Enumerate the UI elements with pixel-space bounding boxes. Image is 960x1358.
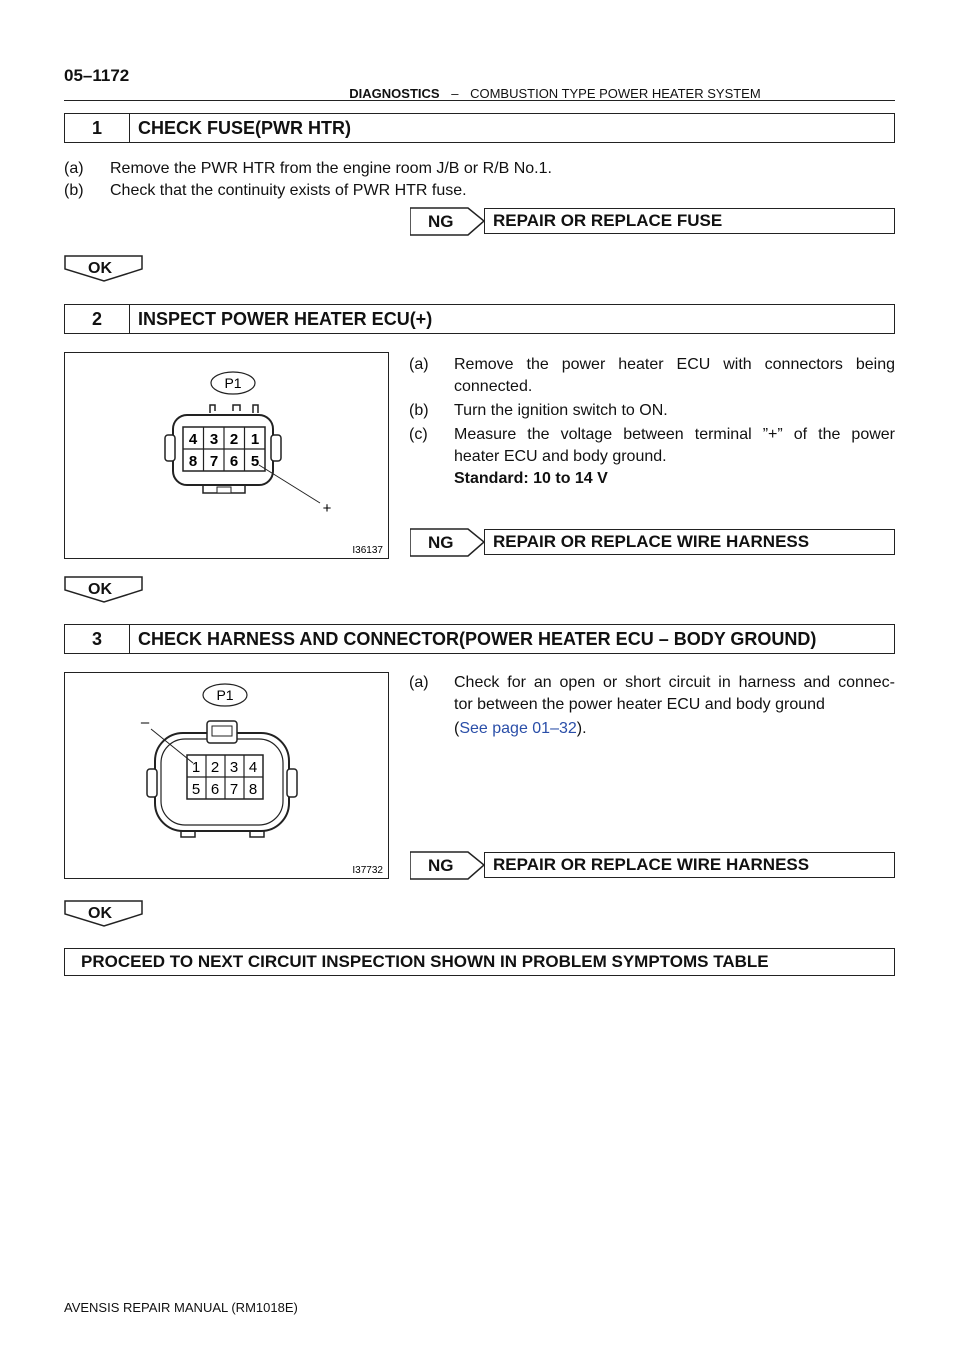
- figure-code-1: I36137: [352, 545, 383, 556]
- step-2-item-b-label: (b): [409, 402, 429, 419]
- page-footer: AVENSIS REPAIR MANUAL (RM1018E): [64, 1300, 298, 1315]
- connector-label: P1: [224, 375, 242, 391]
- ok-label-2: OK: [88, 581, 112, 598]
- harness-terminal-2: 2: [210, 759, 220, 776]
- step-3-paren-close: ).: [576, 720, 587, 737]
- step-1-title: CHECK FUSE(PWR HTR): [138, 117, 351, 138]
- step-2-item-c-line2: heater ECU and body ground.: [454, 448, 667, 465]
- step-3-header: [64, 624, 895, 654]
- step-2-item-b-line1: Turn the ignition switch to ON.: [454, 402, 668, 419]
- figure-connector-p1-harness: [64, 672, 389, 879]
- step-2-number: 2: [65, 305, 130, 333]
- ng-label-3: NG: [428, 856, 454, 875]
- step-2-item-a-label: (a): [409, 356, 429, 373]
- harness-terminal-3: 3: [229, 759, 239, 776]
- step-2-item-c-label: (c): [409, 426, 428, 443]
- ng-label-1: NG: [428, 212, 454, 231]
- terminal-minus-label: –: [140, 714, 150, 731]
- terminal-plus-label: +: [322, 500, 332, 517]
- terminal-8: 8: [188, 453, 198, 470]
- step-3-item-a-line2: tor between the power heater ECU and body ground: [454, 696, 825, 713]
- final-instruction: PROCEED TO NEXT CIRCUIT INSPECTION SHOWN IN PROBLEM SYMPTOMS TABLE: [64, 948, 895, 976]
- step-1-item-b-text: Check that the continuity exists of PWR HTR fuse.: [110, 182, 467, 199]
- step-3-paren-open: (: [454, 720, 460, 737]
- figure-connector-p1-front: [64, 352, 389, 559]
- header-rule: [64, 100, 895, 101]
- harness-terminal-1: 1: [191, 759, 201, 776]
- step-2-standard: Standard: 10 to 14 V: [454, 470, 608, 487]
- step-2-title: INSPECT POWER HEATER ECU(+): [138, 308, 433, 329]
- ok-label-1: OK: [88, 260, 112, 277]
- step-3-number: 3: [65, 625, 130, 653]
- ng-action-1: REPAIR OR REPLACE FUSE: [484, 208, 895, 234]
- header-separator: –: [451, 86, 459, 101]
- step-2-header: [64, 304, 895, 334]
- connector-diagram-1: [65, 353, 387, 557]
- terminal-5: 5: [250, 453, 260, 470]
- step-1-item-a-text: Remove the PWR HTR from the engine room J/B or R/B No.1.: [110, 160, 552, 177]
- connector-label-2: P1: [216, 687, 234, 703]
- ng-action-2: REPAIR OR REPLACE WIRE HARNESS: [484, 529, 895, 555]
- terminal-6: 6: [229, 453, 239, 470]
- see-page-link[interactable]: See page 01–32: [459, 720, 577, 737]
- step-1-item-b-label: (b): [64, 182, 84, 199]
- step-1-item-a-label: (a): [64, 160, 84, 177]
- step-2-item-c-line1: Measure the voltage between terminal ”+” of the power: [454, 426, 895, 443]
- page-header: [0, 86, 960, 101]
- step-3-item-a-label: (a): [409, 674, 429, 691]
- harness-terminal-6: 6: [210, 781, 220, 798]
- step-3-item-a-line3: [454, 718, 587, 740]
- terminal-3: 3: [209, 431, 219, 448]
- terminal-4: 4: [188, 431, 198, 448]
- harness-terminal-8: 8: [248, 781, 258, 798]
- page-number: 05–1172: [64, 66, 130, 85]
- step-3-title: CHECK HARNESS AND CONNECTOR(POWER HEATER ECU – BODY GROUND): [138, 628, 817, 649]
- terminal-2: 2: [229, 431, 239, 448]
- header-section: DIAGNOSTICS: [349, 86, 440, 101]
- terminal-7: 7: [209, 453, 219, 470]
- step-3-item-a-line1: Check for an open or short circuit in harness and connec-: [454, 674, 895, 691]
- connector-diagram-2: [65, 673, 387, 877]
- harness-terminal-7: 7: [229, 781, 239, 798]
- terminal-1: 1: [250, 431, 260, 448]
- harness-terminal-4: 4: [248, 759, 258, 776]
- ng-label-2: NG: [428, 533, 454, 552]
- step-2-item-a-line1: Remove the power heater ECU with connectors being: [454, 356, 895, 373]
- figure-code-2: I37732: [352, 865, 383, 876]
- harness-terminal-5: 5: [191, 781, 201, 798]
- ng-action-3: REPAIR OR REPLACE WIRE HARNESS: [484, 852, 895, 878]
- step-1-number: 1: [65, 114, 130, 142]
- step-1-header: [64, 113, 895, 143]
- step-2-item-a-line2: connected.: [454, 378, 533, 395]
- ok-label-3: OK: [88, 905, 112, 922]
- header-subsection: COMBUSTION TYPE POWER HEATER SYSTEM: [470, 86, 761, 101]
